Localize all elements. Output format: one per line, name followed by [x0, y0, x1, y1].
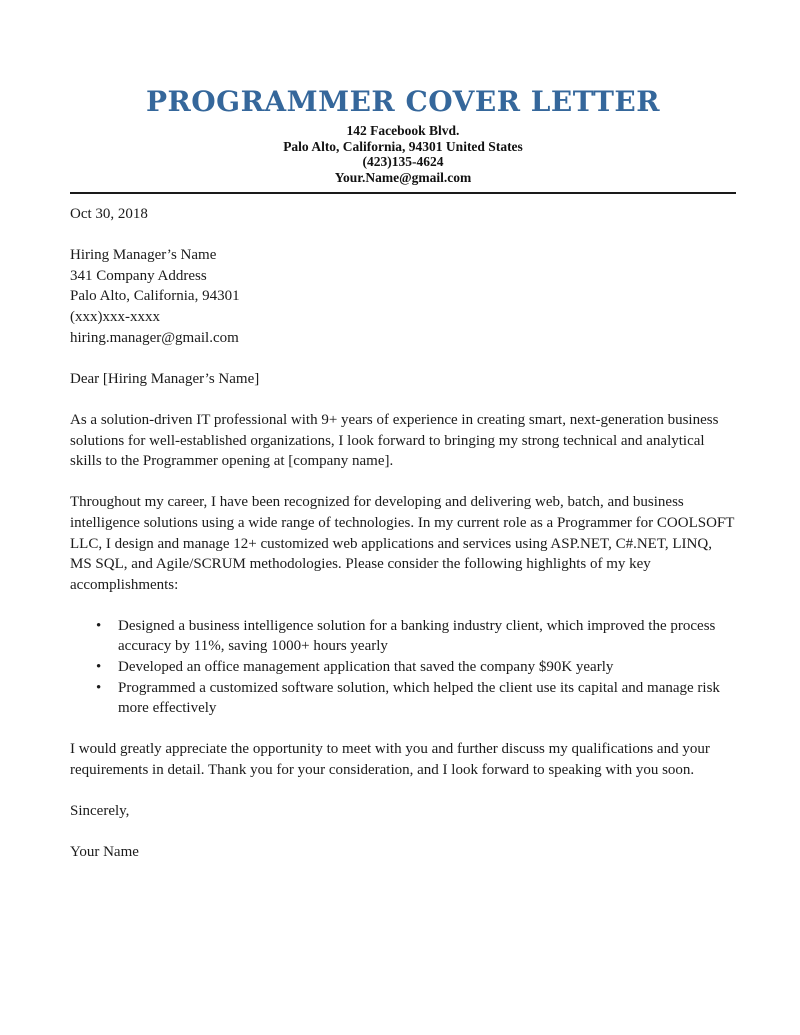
sender-phone: (423)135-4624: [362, 154, 444, 169]
recipient-email: hiring.manager@gmail.com: [70, 329, 239, 346]
accomplishment-item: • Designed a business intelligence solution for a banking industry client, which improved the process accuracy by 11%, saving 1000+ hours yearly: [118, 616, 736, 657]
body-paragraph-experience: Throughout my career, I have been recognized for developing and delivering web, batch, and business intelligence solutions using a wide range of technologies. In my current role as a Programmer for COOLSOFT LLC, I design and manage 12+ customized web applications and services using ASP.NET, C#.NET, LINQ, MS SQL, and Agile/SCRUM methodologies. Please consider the following highlights of my key accomplishments:: [70, 494, 735, 593]
recipient-phone: (xxx)xxx-xxxx: [70, 308, 160, 325]
accomplishments-list: [70, 616, 736, 719]
closing-salutation: Sincerely,: [70, 803, 130, 820]
accomplishment-item: • Developed an office management application that saved the company $90K yearly: [118, 657, 736, 678]
recipient-address: 341 Company Address: [70, 267, 207, 284]
salutation: Dear [Hiring Manager’s Name]: [70, 370, 260, 387]
letter-body: [70, 204, 736, 863]
recipient-city: Palo Alto, California, 94301: [70, 288, 240, 305]
sender-email: Your.Name@gmail.com: [334, 169, 472, 185]
page-title: PROGRAMMER COVER LETTER: [145, 85, 661, 118]
sender-address-line: Palo Alto, California, 94301 United States: [283, 138, 523, 154]
recipient-block: [70, 245, 736, 348]
letter-content: [70, 86, 736, 863]
letterhead: [70, 86, 736, 185]
body-paragraph-intro: As a solution-driven IT professional with 9+ years of experience in creating smart, next-generation business solutions for well-established organizations, I look forward to bringing my strong technical and analytical skills to the Programmer opening at [company name].: [70, 411, 719, 470]
signature-name: Your Name: [70, 844, 139, 861]
accomplishment-item: • Programmed a customized software solution, which helped the client use its capital and manage risk more effectively: [118, 678, 736, 719]
body-paragraph-closing: I would greatly appreciate the opportunity to meet with you and further discuss my qualifications and your requirements in detail. Thank you for your consideration, and I look forward to speaking with you soon.: [70, 741, 710, 779]
header-divider: [70, 192, 736, 194]
recipient-name: Hiring Manager’s Name: [70, 247, 217, 264]
sender-address-line: 142 Facebook Blvd.: [346, 123, 460, 138]
date-line: Oct 30, 2018: [70, 206, 148, 222]
